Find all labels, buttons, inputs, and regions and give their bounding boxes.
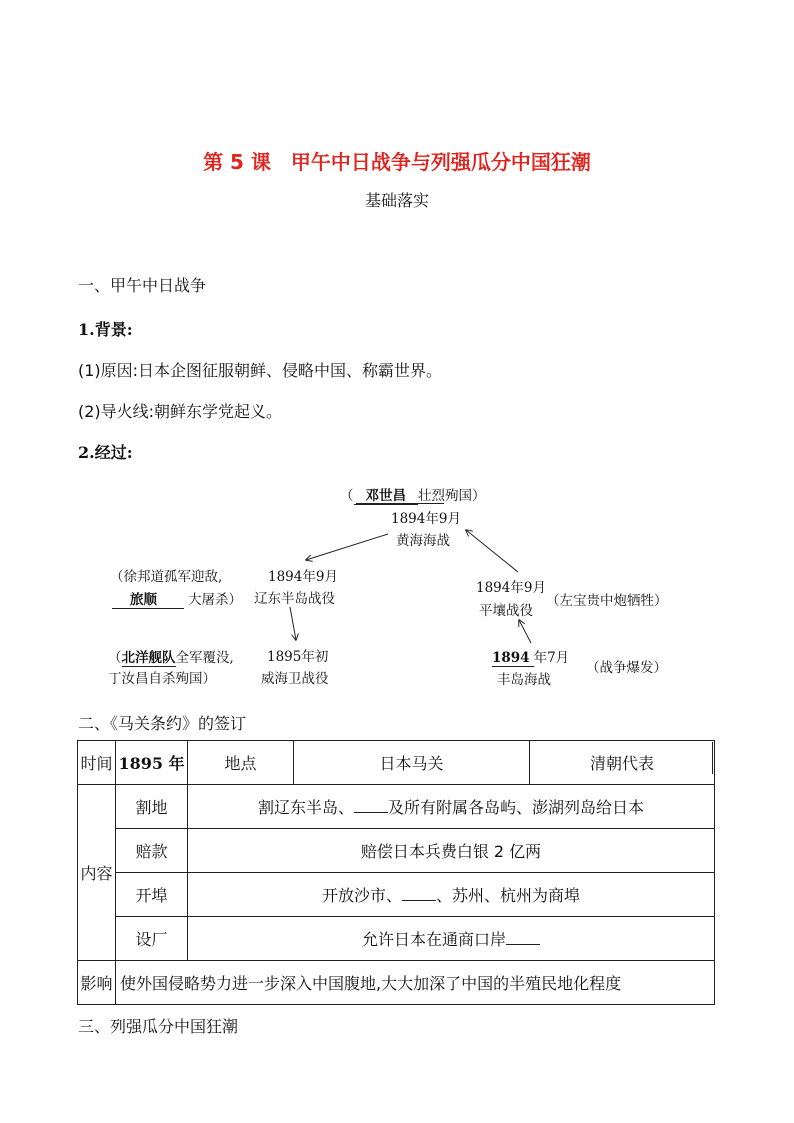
place-value: 日本马关	[294, 741, 530, 785]
place-label: 地点	[188, 741, 294, 785]
liaodong-name: 辽东半岛战役	[254, 591, 335, 607]
cell-text: 、苏州、杭州为商埠	[436, 886, 581, 905]
cell-text: 开放沙市、	[321, 886, 402, 905]
arrow-liaodong-to-weihaiwei	[290, 607, 296, 640]
arrow-fengdao-to-pingrang	[519, 620, 531, 643]
table-row	[78, 917, 715, 961]
fengdao-answer: 1894	[492, 650, 534, 667]
huanghai-name: 黄海海战	[396, 533, 450, 549]
process-label: 2.经过:	[78, 443, 133, 462]
huanghai-answer: 邓世昌	[354, 484, 419, 505]
weihaiwei-name: 威海卫战役	[261, 671, 329, 687]
content-label: 内容	[78, 785, 116, 961]
pingrang-note: （左宝贵中炮牺牲）	[546, 593, 668, 609]
page-title: 第 5 课 甲午中日战争与列强瓜分中国狂潮	[203, 150, 591, 174]
liaodong-note-line1: （徐邦道孤军迎敌,	[110, 569, 223, 585]
table-row	[78, 741, 715, 785]
time-value: 1895 年	[116, 741, 188, 785]
table-row	[78, 785, 715, 829]
huanghai-date: 1894年9月	[391, 511, 461, 527]
arrow-huanghai-to-liaodong	[306, 534, 388, 560]
blank-line	[506, 943, 540, 945]
treaty-table	[77, 740, 715, 1005]
row-text-ports	[188, 873, 715, 917]
section-heading-3: 三、列强瓜分中国狂潮	[78, 1017, 239, 1036]
fengdao-date-rest: 年7月	[533, 650, 570, 666]
huanghai-note-after: 壮烈殉国）	[418, 488, 486, 504]
section-heading-1: 一、甲午中日战争	[78, 276, 207, 295]
pingrang-name: 平壤战役	[479, 603, 533, 619]
impact-text: 使外国侵略势力进一步深入中国腹地,大大加深了中国的半殖民地化程度	[116, 961, 715, 1005]
liaodong-answer: 旅顺	[112, 588, 184, 609]
liaodong-note-after: 大屠杀）	[188, 592, 242, 608]
table-edge-mark	[712, 742, 713, 774]
table-row	[78, 829, 715, 873]
row-label-ports: 开埠	[116, 873, 188, 917]
cell-text: 及所有附属各岛屿、澎湖列岛给日本	[388, 798, 645, 817]
fengdao-note: （战争爆发）	[586, 660, 667, 676]
row-text-indemnity: 赔偿日本兵费白银 2 亿两	[188, 829, 715, 873]
table-row	[78, 961, 715, 1005]
time-label: 时间	[78, 741, 116, 785]
reason-text: (1)原因:日本企图征服朝鲜、侵略中国、称霸世界。	[78, 361, 443, 380]
row-label-factories: 设厂	[116, 917, 188, 961]
liaodong-date: 1894年9月	[268, 569, 338, 585]
paren-open: （	[340, 488, 354, 504]
blank-line	[402, 899, 436, 901]
table-row	[78, 873, 715, 917]
fengdao-name: 丰岛海战	[497, 672, 551, 688]
paren-open: （	[108, 650, 122, 666]
background-label: 1.背景:	[78, 320, 133, 339]
section-heading-2: 二、《马关条约》的签订	[78, 714, 247, 733]
cell-text: 允许日本在通商口岸	[361, 930, 506, 949]
pingrang-date: 1894年9月	[476, 580, 546, 596]
blank-line	[354, 811, 388, 813]
impact-label: 影响	[78, 961, 116, 1005]
arrow-pingrang-to-huanghai	[466, 530, 518, 572]
fuse-text: (2)导火线:朝鲜东学党起义。	[78, 402, 283, 421]
rep-label: 清朝代表	[530, 741, 715, 785]
cell-text: 割辽东半岛、	[257, 798, 354, 817]
weihaiwei-date: 1895年初	[267, 649, 329, 665]
weihaiwei-note-after: 全军覆没,	[175, 650, 234, 666]
row-label-cession: 割地	[116, 785, 188, 829]
row-label-indemnity: 赔款	[116, 829, 188, 873]
weihaiwei-answer: 北洋舰队	[122, 646, 176, 667]
row-text-cession	[188, 785, 715, 829]
row-text-factories	[188, 917, 715, 961]
weihaiwei-note-line2: 丁汝昌自杀殉国）	[108, 671, 216, 687]
page-subtitle: 基础落实	[364, 191, 429, 210]
